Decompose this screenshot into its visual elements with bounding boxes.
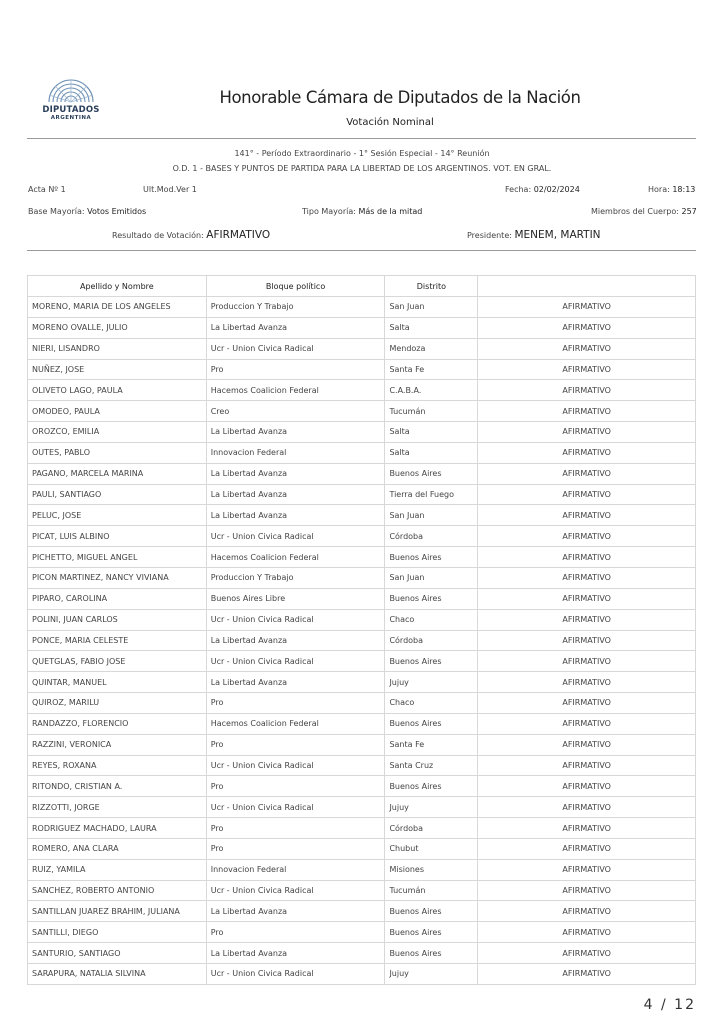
cell-bloque: Hacemos Coalicion Federal bbox=[206, 380, 385, 401]
cell-bloque: La Libertad Avanza bbox=[206, 463, 385, 484]
cell-voto: AFIRMATIVO bbox=[478, 547, 696, 568]
table-row bbox=[28, 693, 696, 714]
table-row bbox=[28, 713, 696, 734]
cell-name: MORENO OVALLE, JULIO bbox=[28, 317, 207, 338]
miembros-value: 257 bbox=[681, 207, 697, 216]
cell-voto: AFIRMATIVO bbox=[478, 422, 696, 443]
table-row bbox=[28, 734, 696, 755]
cell-voto: AFIRMATIVO bbox=[478, 713, 696, 734]
cell-voto: AFIRMATIVO bbox=[478, 818, 696, 839]
cell-distrito: Córdoba bbox=[385, 526, 478, 547]
congress-dome-icon bbox=[45, 78, 97, 104]
cell-distrito: San Juan bbox=[385, 567, 478, 588]
cell-bloque: Innovacion Federal bbox=[206, 442, 385, 463]
cell-name: PIPARO, CAROLINA bbox=[28, 588, 207, 609]
table-row bbox=[28, 297, 696, 318]
cell-voto: AFIRMATIVO bbox=[478, 901, 696, 922]
table-row bbox=[28, 463, 696, 484]
cell-distrito: Buenos Aires bbox=[385, 713, 478, 734]
table-row bbox=[28, 797, 696, 818]
cell-bloque: La Libertad Avanza bbox=[206, 943, 385, 964]
cell-voto: AFIRMATIVO bbox=[478, 651, 696, 672]
cell-bloque: Ucr - Union Civica Radical bbox=[206, 338, 385, 359]
table-row bbox=[28, 776, 696, 797]
cell-name: OUTES, PABLO bbox=[28, 442, 207, 463]
cell-bloque: Pro bbox=[206, 776, 385, 797]
page-current: 4 bbox=[643, 997, 655, 1013]
presidente-field bbox=[467, 229, 601, 241]
cell-distrito: Buenos Aires bbox=[385, 901, 478, 922]
table-row bbox=[28, 818, 696, 839]
cell-distrito: Mendoza bbox=[385, 338, 478, 359]
cell-bloque: La Libertad Avanza bbox=[206, 505, 385, 526]
cell-voto: AFIRMATIVO bbox=[478, 609, 696, 630]
cell-bloque: La Libertad Avanza bbox=[206, 901, 385, 922]
cell-distrito: Jujuy bbox=[385, 672, 478, 693]
cell-name: POLINI, JUAN CARLOS bbox=[28, 609, 207, 630]
cell-bloque: Pro bbox=[206, 734, 385, 755]
cell-bloque: Produccion Y Trabajo bbox=[206, 297, 385, 318]
cell-name: PELUC, JOSE bbox=[28, 505, 207, 526]
acta-number: Acta Nº 1 bbox=[28, 185, 66, 194]
votes-table bbox=[27, 275, 696, 985]
resultado-value: AFIRMATIVO bbox=[206, 229, 271, 241]
table-row bbox=[28, 422, 696, 443]
cell-distrito: San Juan bbox=[385, 297, 478, 318]
cell-name: MORENO, MARIA DE LOS ANGELES bbox=[28, 297, 207, 318]
table-row bbox=[28, 359, 696, 380]
cell-name: PAGANO, MARCELA MARINA bbox=[28, 463, 207, 484]
cell-voto: AFIRMATIVO bbox=[478, 338, 696, 359]
cell-voto: AFIRMATIVO bbox=[478, 922, 696, 943]
cell-bloque: Creo bbox=[206, 401, 385, 422]
table-row bbox=[28, 547, 696, 568]
cell-name: REYES, ROXANA bbox=[28, 755, 207, 776]
resultado-field bbox=[112, 229, 270, 241]
base-mayoria-field bbox=[28, 207, 146, 216]
cell-distrito: San Juan bbox=[385, 505, 478, 526]
diputados-logo bbox=[38, 78, 104, 128]
cell-voto: AFIRMATIVO bbox=[478, 442, 696, 463]
cell-bloque: Hacemos Coalicion Federal bbox=[206, 547, 385, 568]
table-row bbox=[28, 567, 696, 588]
fecha-value: 02/02/2024 bbox=[533, 185, 580, 194]
cell-name: RIZZOTTI, JORGE bbox=[28, 797, 207, 818]
cell-voto: AFIRMATIVO bbox=[478, 630, 696, 651]
cell-distrito: Córdoba bbox=[385, 818, 478, 839]
table-row bbox=[28, 964, 696, 985]
cell-voto: AFIRMATIVO bbox=[478, 526, 696, 547]
cell-distrito: Tucumán bbox=[385, 401, 478, 422]
table-row bbox=[28, 838, 696, 859]
cell-distrito: C.A.B.A. bbox=[385, 380, 478, 401]
cell-name: OMODEO, PAULA bbox=[28, 401, 207, 422]
cell-distrito: Córdoba bbox=[385, 630, 478, 651]
cell-distrito: Misiones bbox=[385, 859, 478, 880]
cell-name: PONCE, MARIA CELESTE bbox=[28, 630, 207, 651]
page-subtitle: Votación Nominal bbox=[346, 117, 434, 128]
cell-voto: AFIRMATIVO bbox=[478, 859, 696, 880]
header-divider bbox=[27, 138, 696, 139]
cell-voto: AFIRMATIVO bbox=[478, 755, 696, 776]
hora-field bbox=[648, 185, 695, 194]
logo-subtitle: ARGENTINA bbox=[50, 115, 92, 121]
table-row bbox=[28, 672, 696, 693]
cell-bloque: Ucr - Union Civica Radical bbox=[206, 526, 385, 547]
cell-name: RAZZINI, VERONICA bbox=[28, 734, 207, 755]
presidente-label: Presidente: bbox=[467, 231, 512, 240]
cell-bloque: Pro bbox=[206, 838, 385, 859]
table-row bbox=[28, 317, 696, 338]
cell-voto: AFIRMATIVO bbox=[478, 672, 696, 693]
cell-bloque: La Libertad Avanza bbox=[206, 484, 385, 505]
meta-divider bbox=[27, 250, 696, 251]
logo-title: DIPUTADOS bbox=[42, 105, 100, 115]
cell-distrito: Tierra del Fuego bbox=[385, 484, 478, 505]
cell-voto: AFIRMATIVO bbox=[478, 776, 696, 797]
cell-bloque: La Libertad Avanza bbox=[206, 422, 385, 443]
cell-name: QUETGLAS, FABIO JOSE bbox=[28, 651, 207, 672]
cell-bloque: Ucr - Union Civica Radical bbox=[206, 755, 385, 776]
cell-bloque: Pro bbox=[206, 359, 385, 380]
cell-voto: AFIRMATIVO bbox=[478, 463, 696, 484]
table-row bbox=[28, 484, 696, 505]
table-row bbox=[28, 401, 696, 422]
tipo-mayoria-field bbox=[302, 207, 422, 216]
cell-voto: AFIRMATIVO bbox=[478, 588, 696, 609]
cell-distrito: Buenos Aires bbox=[385, 776, 478, 797]
table-row bbox=[28, 943, 696, 964]
cell-bloque: Buenos Aires Libre bbox=[206, 588, 385, 609]
table-row bbox=[28, 442, 696, 463]
table-row bbox=[28, 338, 696, 359]
page-indicator bbox=[644, 997, 696, 1013]
base-mayoria-value: Votos Emitidos bbox=[87, 207, 147, 216]
cell-bloque: La Libertad Avanza bbox=[206, 630, 385, 651]
page-total: 12 bbox=[674, 997, 696, 1013]
presidente-value: MENEM, MARTIN bbox=[514, 229, 601, 241]
cell-voto: AFIRMATIVO bbox=[478, 380, 696, 401]
cell-distrito: Salta bbox=[385, 422, 478, 443]
cell-bloque: Ucr - Union Civica Radical bbox=[206, 797, 385, 818]
column-header-name: Apellido y Nombre bbox=[28, 276, 207, 297]
cell-distrito: Buenos Aires bbox=[385, 922, 478, 943]
fecha-field bbox=[505, 185, 580, 194]
cell-voto: AFIRMATIVO bbox=[478, 964, 696, 985]
cell-distrito: Buenos Aires bbox=[385, 588, 478, 609]
cell-bloque: Innovacion Federal bbox=[206, 859, 385, 880]
cell-distrito: Santa Fe bbox=[385, 359, 478, 380]
table-row bbox=[28, 859, 696, 880]
cell-name: PAULI, SANTIAGO bbox=[28, 484, 207, 505]
cell-name: PICON MARTINEZ, NANCY VIVIANA bbox=[28, 567, 207, 588]
table-header-row bbox=[28, 276, 696, 297]
cell-voto: AFIRMATIVO bbox=[478, 567, 696, 588]
cell-name: RANDAZZO, FLORENCIO bbox=[28, 713, 207, 734]
table-row bbox=[28, 588, 696, 609]
cell-name: SANCHEZ, ROBERTO ANTONIO bbox=[28, 880, 207, 901]
table-row bbox=[28, 901, 696, 922]
cell-name: NIERI, LISANDRO bbox=[28, 338, 207, 359]
cell-name: SANTILLAN JUAREZ BRAHIM, JULIANA bbox=[28, 901, 207, 922]
table-row bbox=[28, 922, 696, 943]
cell-name: SANTILLI, DIEGO bbox=[28, 922, 207, 943]
cell-voto: AFIRMATIVO bbox=[478, 297, 696, 318]
table-row bbox=[28, 380, 696, 401]
cell-voto: AFIRMATIVO bbox=[478, 484, 696, 505]
hora-label: Hora: bbox=[648, 185, 670, 194]
cell-voto: AFIRMATIVO bbox=[478, 880, 696, 901]
session-line-1: 141° - Período Extraordinario - 1° Sesión Especial - 14° Reunión bbox=[234, 149, 490, 158]
cell-bloque: Ucr - Union Civica Radical bbox=[206, 651, 385, 672]
column-header-distrito: Distrito bbox=[385, 276, 478, 297]
cell-name: OLIVETO LAGO, PAULA bbox=[28, 380, 207, 401]
page-separator: / bbox=[661, 997, 668, 1013]
cell-distrito: Chubut bbox=[385, 838, 478, 859]
cell-distrito: Santa Cruz bbox=[385, 755, 478, 776]
cell-voto: AFIRMATIVO bbox=[478, 505, 696, 526]
cell-bloque: Hacemos Coalicion Federal bbox=[206, 713, 385, 734]
page-title: Honorable Cámara de Diputados de la Nación bbox=[219, 88, 581, 107]
hora-value: 18:13 bbox=[672, 185, 696, 194]
cell-bloque: Ucr - Union Civica Radical bbox=[206, 609, 385, 630]
cell-voto: AFIRMATIVO bbox=[478, 734, 696, 755]
cell-distrito: Buenos Aires bbox=[385, 943, 478, 964]
cell-name: NUÑEZ, JOSE bbox=[28, 359, 207, 380]
cell-distrito: Chaco bbox=[385, 693, 478, 714]
cell-name: OROZCO, EMILIA bbox=[28, 422, 207, 443]
fecha-label: Fecha: bbox=[505, 185, 532, 194]
cell-distrito: Salta bbox=[385, 442, 478, 463]
cell-voto: AFIRMATIVO bbox=[478, 317, 696, 338]
cell-bloque: Pro bbox=[206, 818, 385, 839]
cell-name: RITONDO, CRISTIAN A. bbox=[28, 776, 207, 797]
cell-distrito: Salta bbox=[385, 317, 478, 338]
table-row bbox=[28, 880, 696, 901]
cell-distrito: Jujuy bbox=[385, 797, 478, 818]
cell-distrito: Buenos Aires bbox=[385, 547, 478, 568]
cell-distrito: Santa Fe bbox=[385, 734, 478, 755]
cell-voto: AFIRMATIVO bbox=[478, 838, 696, 859]
cell-bloque: Ucr - Union Civica Radical bbox=[206, 880, 385, 901]
cell-voto: AFIRMATIVO bbox=[478, 797, 696, 818]
table-row bbox=[28, 609, 696, 630]
cell-name: QUINTAR, MANUEL bbox=[28, 672, 207, 693]
cell-name: SARAPURA, NATALIA SILVINA bbox=[28, 964, 207, 985]
miembros-field bbox=[591, 207, 697, 216]
cell-voto: AFIRMATIVO bbox=[478, 943, 696, 964]
cell-voto: AFIRMATIVO bbox=[478, 693, 696, 714]
cell-distrito: Jujuy bbox=[385, 964, 478, 985]
cell-name: QUIROZ, MARILU bbox=[28, 693, 207, 714]
cell-bloque: Pro bbox=[206, 693, 385, 714]
cell-distrito: Buenos Aires bbox=[385, 651, 478, 672]
cell-distrito: Chaco bbox=[385, 609, 478, 630]
miembros-label: Miembros del Cuerpo: bbox=[591, 207, 679, 216]
table-row bbox=[28, 630, 696, 651]
cell-distrito: Buenos Aires bbox=[385, 463, 478, 484]
cell-bloque: Ucr - Union Civica Radical bbox=[206, 964, 385, 985]
tipo-mayoria-label: Tipo Mayoría: bbox=[302, 207, 356, 216]
cell-voto: AFIRMATIVO bbox=[478, 401, 696, 422]
cell-name: SANTURIO, SANTIAGO bbox=[28, 943, 207, 964]
column-header-voto bbox=[478, 276, 696, 297]
cell-bloque: La Libertad Avanza bbox=[206, 317, 385, 338]
table-row bbox=[28, 755, 696, 776]
column-header-bloque: Bloque político bbox=[206, 276, 385, 297]
base-mayoria-label: Base Mayoría: bbox=[28, 207, 85, 216]
tipo-mayoria-value: Más de la mitad bbox=[358, 207, 423, 216]
cell-name: PICHETTO, MIGUEL ANGEL bbox=[28, 547, 207, 568]
cell-name: RODRIGUEZ MACHADO, LAURA bbox=[28, 818, 207, 839]
cell-bloque: Pro bbox=[206, 922, 385, 943]
session-line-2: O.D. 1 - BASES Y PUNTOS DE PARTIDA PARA LA LIBERTAD DE LOS ARGENTINOS. VOT. EN GRAL. bbox=[172, 164, 552, 173]
cell-name: ROMERO, ANA CLARA bbox=[28, 838, 207, 859]
cell-voto: AFIRMATIVO bbox=[478, 359, 696, 380]
ult-mod-version: Ult.Mod.Ver 1 bbox=[143, 185, 197, 194]
cell-distrito: Tucumán bbox=[385, 880, 478, 901]
cell-name: PICAT, LUIS ALBINO bbox=[28, 526, 207, 547]
table-row bbox=[28, 651, 696, 672]
cell-bloque: La Libertad Avanza bbox=[206, 672, 385, 693]
votes-table-body bbox=[28, 297, 696, 985]
cell-bloque: Produccion Y Trabajo bbox=[206, 567, 385, 588]
resultado-label: Resultado de Votación: bbox=[112, 231, 204, 240]
table-row bbox=[28, 526, 696, 547]
cell-name: RUIZ, YAMILA bbox=[28, 859, 207, 880]
table-row bbox=[28, 505, 696, 526]
